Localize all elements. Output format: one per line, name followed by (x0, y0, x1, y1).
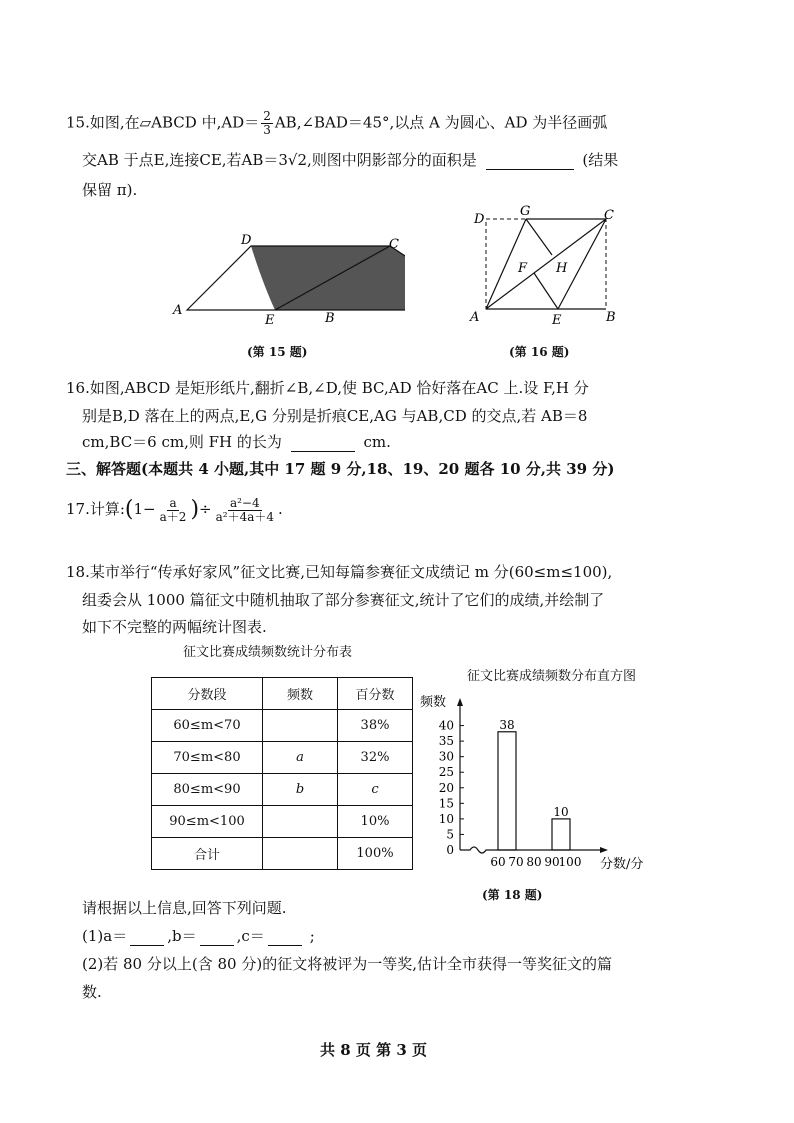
label-c: C (604, 208, 614, 223)
q17-expression: 17.计算:(1− $\frac{a}{a+2}$ )÷ $\frac{\text{a²−4}}{\text{a²＋4a＋4}}$ . (66, 495, 283, 524)
y-tick-label: 10 (438, 811, 454, 826)
segment-ef (534, 273, 558, 309)
y-axis-label: 频数 (420, 695, 447, 710)
segment-gh (526, 219, 552, 255)
y-tick-label: 35 (438, 734, 454, 749)
label-d: D (241, 233, 252, 248)
q16-answer-blank[interactable] (291, 435, 355, 452)
y-tick-label: 40 (438, 718, 454, 733)
q15-answer-blank[interactable] (486, 153, 574, 170)
histogram-bar (552, 819, 570, 850)
header-cell: 分数段 (152, 678, 263, 710)
x-axis (460, 847, 600, 853)
table-cell: 38% (338, 710, 413, 742)
table-row (152, 774, 413, 806)
q16-line-1: 16.如图,ABCD 是矩形纸片,翻折∠B,∠D,使 BC,AD 恰好落在AC 上.设 F,H 分 (66, 379, 589, 397)
figure-16-caption: (第 16 题) (509, 345, 570, 359)
label-b: B (325, 311, 335, 326)
x-tick-label: 80 (526, 855, 542, 869)
q18-prompt: 请根据以上信息,回答下列问题. (82, 899, 287, 917)
label-a: A (470, 310, 480, 325)
shaded-region (251, 246, 405, 310)
x-tick-label: 100 (558, 855, 582, 869)
table-row (152, 742, 413, 774)
q15-line-1 (66, 110, 607, 137)
q18-line-3: 如下不完整的两幅统计图表. (82, 618, 267, 636)
table-cell: 80≤m<90 (152, 774, 263, 806)
q16-line-2: 别是B,D 落在上的两点,E,G 分别是折痕CE,AG 与AB,CD 的交点,若 AB＝8 (82, 407, 588, 425)
q18-sub2-line-2: 数. (82, 983, 102, 1001)
table-cell (263, 838, 338, 870)
q15-line-2: 交AB 于点E,连接CE,若AB＝3√2,则图中阴影部分的面积是 (结果 (82, 151, 619, 169)
x-tick-label: 70 (508, 855, 524, 869)
histogram-bar (498, 732, 516, 850)
answer-c-blank[interactable] (268, 929, 302, 946)
label-f: F (518, 261, 528, 276)
label-e: E (265, 313, 275, 328)
chart-title: 征文比赛成绩频数分布直方图 (467, 669, 637, 684)
table-row (152, 838, 413, 870)
frequency-table (151, 677, 413, 870)
y-tick-label: 30 (438, 749, 454, 764)
x-tick-label: 60 (490, 855, 506, 869)
answer-b-blank[interactable] (200, 929, 234, 946)
label-c: C (389, 237, 399, 252)
q18-line-2: 组委会从 1000 篇征文中随机抽取了部分参赛征文,统计了它们的成绩,并绘制了 (82, 591, 605, 609)
label-d: D (474, 212, 485, 227)
table-cell: 10% (338, 806, 413, 838)
histogram-chart (418, 690, 658, 880)
table-header-row (152, 678, 413, 710)
q15-text-1a: 15.如图,在▱ABCD 中,AD＝ (66, 113, 260, 132)
table-cell: a (263, 742, 338, 774)
figure-15-caption: (第 15 题) (247, 345, 308, 359)
y-tick-label: 5 (446, 827, 454, 842)
x-tick-label: 90 (544, 855, 560, 869)
y-tick-label: 0 (446, 843, 454, 857)
page-footer: 共 8 页 第 3 页 (320, 1041, 427, 1059)
label-a: A (173, 303, 183, 318)
figure-16-rectangle (466, 203, 626, 328)
table-cell (263, 806, 338, 838)
figure-15-parallelogram (165, 232, 405, 328)
label-g: G (520, 204, 531, 219)
y-tick-label: 15 (438, 796, 454, 811)
table-cell: 100% (338, 838, 413, 870)
table-cell: c (338, 774, 413, 806)
table-cell: 60≤m<70 (152, 710, 263, 742)
x-axis-arrow (600, 847, 608, 853)
header-cell: 百分数 (338, 678, 413, 710)
y-tick-label: 25 (438, 765, 454, 780)
table-title: 征文比赛成绩频数统计分布表 (183, 645, 353, 660)
table-row (152, 710, 413, 742)
label-h: H (556, 261, 568, 276)
bar-value-label: 10 (553, 804, 569, 819)
label-b: B (606, 310, 616, 325)
table-cell: 合计 (152, 838, 263, 870)
y-axis-arrow (457, 698, 463, 706)
label-e: E (552, 313, 562, 328)
table-cell (263, 710, 338, 742)
answer-a-blank[interactable] (130, 929, 164, 946)
q17-fraction-1: $\frac{a}{a+2}$ (159, 495, 187, 524)
q18-sub2-line-1: (2)若 80 分以上(含 80 分)的征文将被评为一等奖,估计全市获得一等奖征文的篇 (82, 955, 612, 973)
table-cell: 90≤m<100 (152, 806, 263, 838)
section-3-heading: 三、解答题(本题共 4 小题,其中 17 题 9 分,18、19、20 题各 10 分,共 39 分) (66, 460, 615, 478)
table-cell: b (263, 774, 338, 806)
q16-line-3: cm,BC＝6 cm,则 FH 的长为 cm. (82, 433, 391, 451)
q15-fraction: $\frac{2}{3}$ (263, 109, 271, 137)
q17-fraction-2: $\frac{\text{a²−4}}{\text{a²＋4a＋4}}$ (215, 495, 274, 524)
diagonal-ac (486, 219, 606, 309)
q15-line-3: 保留 π). (82, 181, 138, 199)
right-paren: ) (190, 497, 200, 522)
bar-value-label: 38 (499, 717, 515, 732)
chart-caption: (第 18 题) (482, 888, 543, 902)
header-cell: 频数 (263, 678, 338, 710)
y-tick-label: 20 (438, 780, 454, 795)
table-cell: 32% (338, 742, 413, 774)
table-row (152, 806, 413, 838)
q18-sub1: (1)a＝ ,b＝ ,c＝ ; (82, 927, 315, 945)
q18-line-1: 18.某市举行“传承好家风”征文比赛,已知每篇参赛征文成绩记 m 分(60≤m≤100), (66, 563, 613, 581)
q15-text-1b: AB,∠BAD＝45°,以点 A 为圆心、AD 为半径画弧 (274, 113, 608, 132)
left-paren: ( (124, 497, 134, 522)
table-cell: 70≤m<80 (152, 742, 263, 774)
x-axis-label: 分数/分 (600, 857, 644, 872)
